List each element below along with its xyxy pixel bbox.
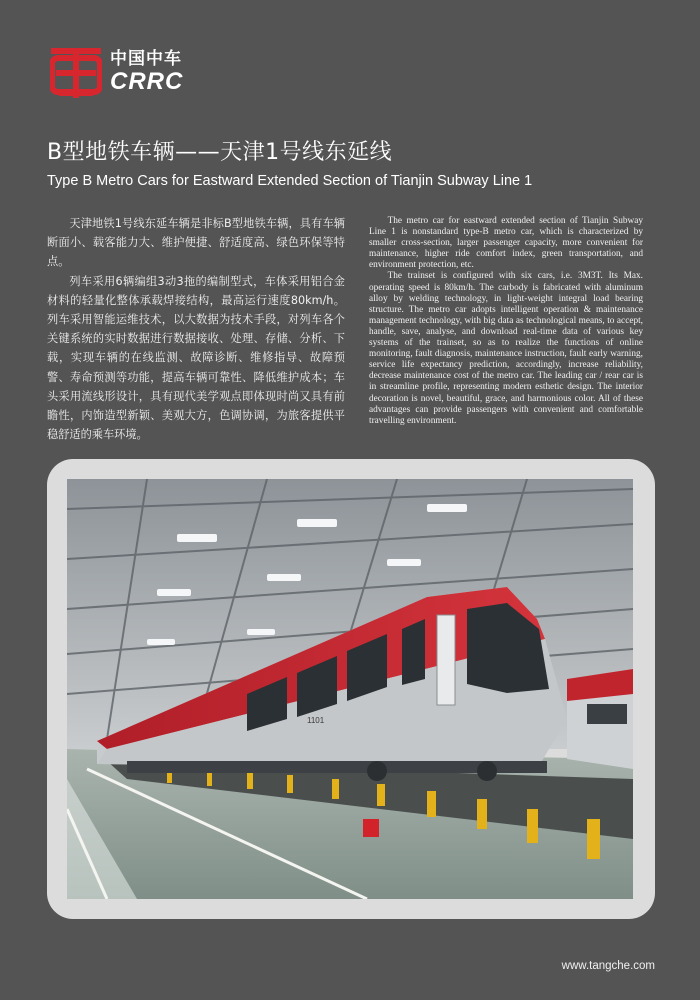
paragraph-cn: 天津地铁1号线东延车辆是非标B型地铁车辆，具有车辆断面小、载客能力大、维护便捷、舒适度高、绿色环保等特点。 bbox=[47, 217, 345, 269]
body-text-cn bbox=[47, 214, 345, 444]
body-text-en bbox=[369, 216, 643, 427]
brand-name-cn: 中国中车 bbox=[110, 49, 182, 69]
page-title-cn: B型地铁车辆——天津1号线东延线 bbox=[47, 140, 393, 165]
paragraph-en: The metro car for eastward extended section of Tianjin Subway Line 1 is nonstandard type-B metro car, which is characterized by smaller cross-section, larger passenger capacity, more convenient for maintenance, higher ride comfort index, green transportation, and environment protection, etc. bbox=[369, 216, 643, 271]
page-title-en: Type B Metro Cars for Eastward Extended Section of Tianjin Subway Line 1 bbox=[47, 173, 533, 189]
brand-name-en: CRRC bbox=[110, 68, 184, 95]
crrc-logo bbox=[50, 46, 183, 98]
paragraph-en: The trainset is configured with six cars, i.e. 3M3T. Its Max. operating speed is 80km/h. The carbody is fabricated with aluminum alloy by welding technology, in light-weight integral load bearing structure. The metro car adopts intelligent operation & maintenance management technology, with big data as technological means, to accept, handle, save, analyse, and download real-time data of various key systems of the trainset, so as to realize the functions of online monitoring, fault diagnosis, maintenance instruction, fault early warning, service life expectancy prediction, accordingly, increase reliability, decrease maintenance cost of the metro car. The leading car / rear car is in streamline profile, representing modern esthetic design. The interior decoration is novel, beautiful, grace, and harmonious color. All of these advantages can provide passengers with convenient and comfortable travelling environment. bbox=[369, 271, 643, 426]
crrc-emblem-icon bbox=[50, 46, 102, 98]
paragraph-cn: 列车采用6辆编组3动3拖的编制型式，车体采用铝合金材料的轻量化整体承载焊接结构，最高运行速度80km/h。列车采用智能运维技术，以大数据为技术手段，对列车各个关键系统的实时数据进行数据接收、处理、存储、分析、下载，实现车辆的在线监测、故障诊断、维修指导、故障预警、寿命预测等功能，提高车辆可靠性、降低维护成本；车头采用流线形设计，具有现代美学观点即体现时尚又具有前瞻性，内饰造型新颖、美观大方，色调协调，为旅客提供平稳舒适的乘车环境。 bbox=[47, 274, 345, 442]
metro-train-photo bbox=[67, 479, 633, 899]
car-number: 1101 bbox=[307, 716, 325, 725]
train-depot-illustration bbox=[67, 479, 633, 899]
website-url: www.tangche.com bbox=[561, 960, 655, 972]
